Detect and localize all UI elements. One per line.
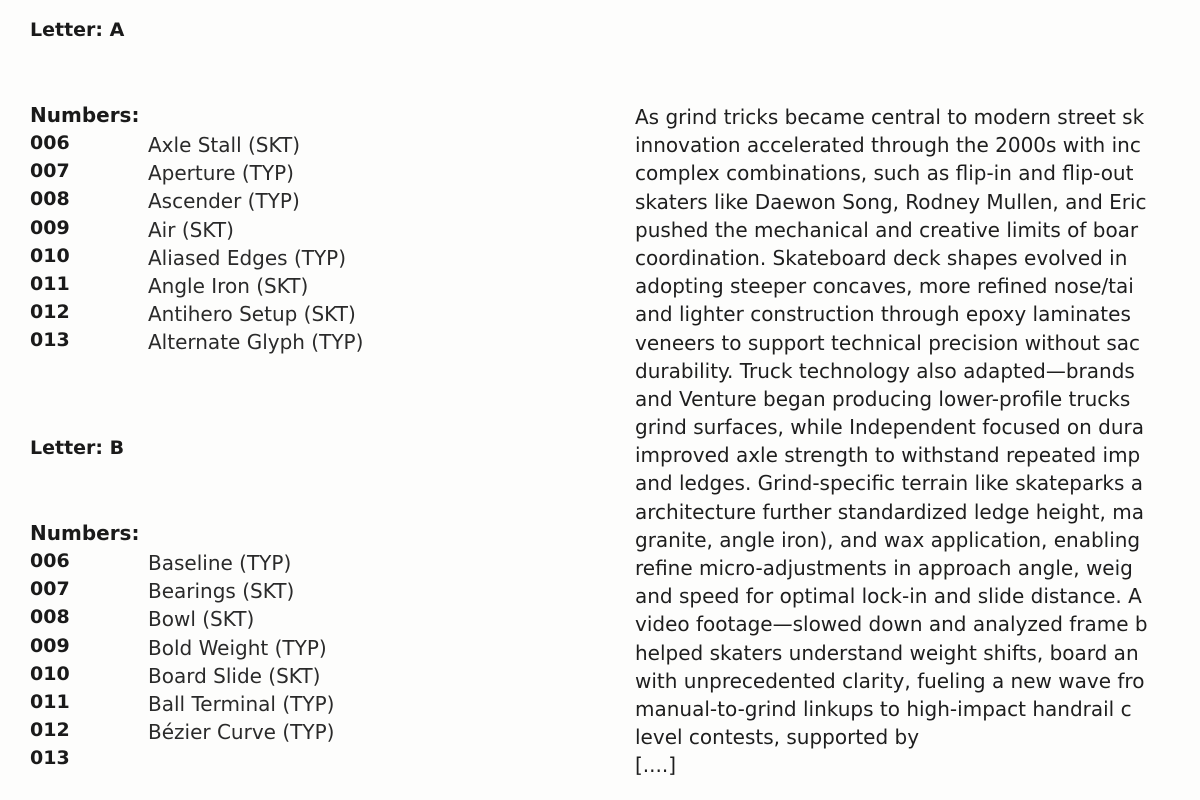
entry-term: Air (SKT) <box>148 217 234 242</box>
entry-number: 008 <box>30 606 70 629</box>
entry-term: Baseline (TYP) <box>148 551 292 575</box>
body-line: grind surfaces, while Independent focused on dura <box>635 415 1145 440</box>
entry-term: Ball Terminal (TYP) <box>148 691 335 716</box>
entry-term: Board Slide (SKT) <box>148 663 321 688</box>
entry-number: 009 <box>30 216 70 239</box>
entry-term: Bearings (SKT) <box>148 579 295 604</box>
entry-row <box>30 746 500 774</box>
section-a-heading: Letter: A <box>30 19 125 41</box>
section-a-numbers-label: Numbers: <box>30 103 140 127</box>
entry-row <box>30 718 500 746</box>
body-line: video footage—slowed down and analyzed frame b <box>635 612 1148 637</box>
entry-number: 011 <box>30 690 70 713</box>
body-line: architecture further standardized ledge height, ma <box>635 499 1144 524</box>
entry-number: 010 <box>30 244 70 267</box>
body-line: refine micro-adjustments in approach angle, weig <box>635 556 1133 580</box>
entry-number: 013 <box>30 329 70 352</box>
body-line: As grind tricks became central to modern street sk <box>635 105 1145 129</box>
entry-number: 007 <box>30 160 70 183</box>
entry-number: 009 <box>30 634 70 657</box>
entry-term: Alternate Glyph (TYP) <box>148 330 364 355</box>
entry-number: 008 <box>30 188 70 211</box>
body-line: manual-to-grind linkups to high-impact handrail c <box>635 696 1132 721</box>
entry-term: Bold Weight (TYP) <box>148 635 327 660</box>
entry-number: 007 <box>30 578 70 601</box>
entry-number: 006 <box>30 550 70 572</box>
entry-term: Axle Stall (SKT) <box>148 133 301 157</box>
entry-row <box>30 300 500 328</box>
entry-row <box>30 328 500 356</box>
body-line: skaters like Daewon Song, Rodney Mullen, and Eric <box>635 189 1147 214</box>
body-line: and Venture began producing lower-profile trucks <box>635 386 1131 411</box>
entry-row <box>30 187 500 215</box>
entry-term: Bowl (SKT) <box>148 607 255 632</box>
entry-row <box>30 131 500 159</box>
section-a-entry-list <box>30 131 500 357</box>
entry-term: Ascender (TYP) <box>148 189 300 214</box>
section-b-numbers-label: Numbers: <box>30 521 140 545</box>
body-line: durability. Truck technology also adapted—brands <box>635 358 1135 383</box>
entry-row <box>30 244 500 272</box>
entry-term: Aliased Edges (TYP) <box>148 245 347 270</box>
body-line: complex combinations, such as flip-in and flip-out <box>635 161 1134 186</box>
body-line: veneers to support technical precision without sac <box>635 330 1141 355</box>
entry-row <box>30 577 500 605</box>
entry-row <box>30 272 500 300</box>
body-paragraph <box>635 103 1200 778</box>
entry-number: 012 <box>30 719 70 742</box>
entry-number: 006 <box>30 132 70 154</box>
body-ellipsis: [....] <box>635 753 677 778</box>
body-line: helped skaters understand weight shifts, board an <box>635 640 1139 665</box>
body-line: and ledges. Grind-specific terrain like skateparks a <box>635 471 1144 496</box>
entry-row <box>30 216 500 244</box>
entry-term: Antihero Setup (SKT) <box>148 302 356 327</box>
body-line: granite, angle iron), and wax application, enabling <box>635 527 1141 552</box>
entry-row <box>30 159 500 187</box>
body-line: innovation accelerated through the 2000s with inc <box>635 133 1141 158</box>
body-line: and lighter construction through epoxy laminates <box>635 302 1131 327</box>
entry-term: Bézier Curve (TYP) <box>148 720 335 745</box>
entry-row <box>30 549 500 577</box>
entry-row <box>30 605 500 633</box>
body-line: pushed the mechanical and creative limits of boar <box>635 217 1139 242</box>
body-line: and speed for optimal lock-in and slide distance. A <box>635 584 1142 609</box>
body-line: with unprecedented clarity, fueling a new wave fro <box>635 668 1145 693</box>
body-line: adopting steeper concaves, more refined nose/tai <box>635 274 1134 299</box>
entry-row <box>30 662 500 690</box>
entry-number: 010 <box>30 662 70 685</box>
entry-row <box>30 634 500 662</box>
body-line: coordination. Skateboard deck shapes evolved in <box>635 245 1128 270</box>
body-line: improved axle strength to withstand repeated imp <box>635 443 1141 468</box>
section-b-heading: Letter: B <box>30 437 125 459</box>
entry-number: 011 <box>30 272 70 295</box>
entry-number: 012 <box>30 301 70 324</box>
body-line: level contests, supported by <box>635 725 920 750</box>
section-b-entry-list <box>30 549 500 775</box>
entry-number: 013 <box>30 747 70 770</box>
entry-term: Aperture (TYP) <box>148 161 294 186</box>
entry-row <box>30 690 500 718</box>
entry-term: Angle Iron (SKT) <box>148 273 309 298</box>
